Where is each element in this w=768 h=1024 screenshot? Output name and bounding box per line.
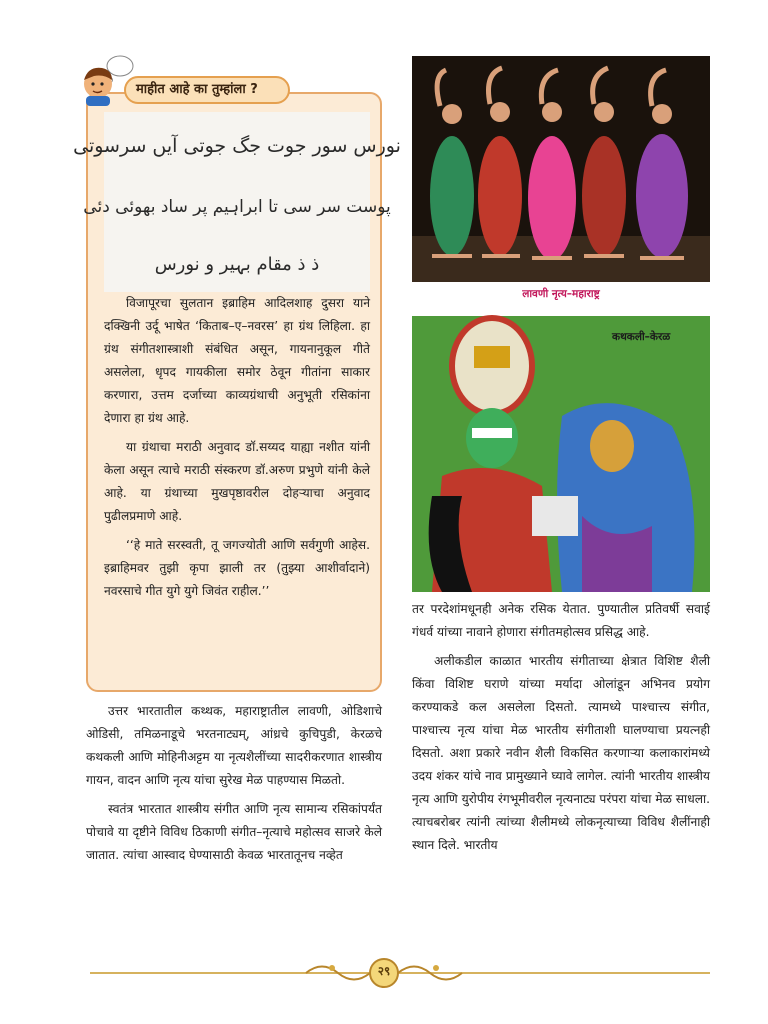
urdu-calligraphy-image: [73, 112, 401, 292]
body-paragraph: अलीकडील काळात भारतीय संगीताच्या क्षेत्रात विशिष्ट शैली किंवा विशिष्ट घराणे यांच्या मर्यादा ओलांडून अभिनव प्रयोग करण्याकडे कल असलेला दिसतो. त्यामध्ये पाश्चात्त्य संगीत, पाश्चात्त्य नृत्य यांचा मेळ भारतीय संगीताशी घालण्याचा प्रयत्नही दिसतो. अशा प्रकारे नवीन शैली विकसित करणाऱ्या कलाकारांमध्ये उदय शंकर यांचे नाव प्रामुख्याने घ्यावे लागेल. त्यांनी भारतीय शास्त्रीय नृत्य आणि युरोपीय रंगभूमीवरील नृत्यनाट्य परंपरा यांचा मेळ साधला. त्याचबरोबर त्यांनी त्यांच्या शैलीमध्ये लोकनृत्याच्या विविध शैलींनाही स्थान दिले. भारतीय: [412, 654, 710, 852]
calligraphy-line-2: پوست سر سی تا ابراہیم پر ساد بھوئی دئی: [83, 197, 391, 217]
calligraphy-line-1: نورس سور جوت جگ جوتی آیں سرسوتی: [73, 135, 401, 157]
info-paragraph: विजापूरचा सुलतान इब्राहिम आदिलशाह दुसरा याने दक्खिनी उर्दू भाषेत ‘किताब–ए–नवरस’ हा ग्रंथ लिहिला. हा ग्रंथ संगीतशास्त्राशी संबंधित असून, गायनानुकूल गीते असलेला, धृपद गायकीला समोर ठेवून गीतांना साकार करणारा, उत्तम दर्जाच्या काव्यग्रंथाची अनुभूती रसिकांना देणारा हा ग्रंथ आहे.: [104, 296, 370, 425]
body-paragraph: उत्तर भारतातील कथ्थक, महाराष्ट्रातील लावणी, ओडिशाचे ओडिसी, तमिळनाडूचे भरतनाट्यम्, आंध्रचे कुचिपुडी, केरळचे कथकली आणि मोहिनीअट्टम या नृत्यशैलींच्या सादरीकरणात शास्त्रीय गायन, वादन आणि नृत्य यांचा सुरेख मेळ पाहण्यास मिळतो.: [86, 704, 382, 787]
lavani-dance-photo: [412, 56, 710, 282]
kathakali-photo: [412, 316, 710, 592]
info-paragraph: या ग्रंथाचा मराठी अनुवाद डॉ.सय्यद याह्या नशीत यांनी केला असून त्याचे मराठी संस्करण डॉ.अरुण प्रभुणे यांनी केले आहे. या ग्रंथाच्या मुखपृष्ठावरील दोहऱ्याचा अनुवाद पुढीलप्रमाणे आहे.: [104, 440, 370, 523]
kathakali-photo-caption: कथकली–केरळ: [612, 331, 671, 343]
calligraphy-line-3: ذ ذ مقام بہیر و نورس: [154, 254, 320, 275]
right-column-text: [412, 598, 710, 863]
info-paragraph-quote: ‘‘हे माते सरस्वती, तू जगज्योती आणि सर्वगुणी आहेस. इब्राहिमवर तुझी कृपा झाली तर (तुझ्या आशीर्वादाने) नवरसाचे गीत युगे युगे जिवंत राहील.’’: [104, 538, 370, 598]
lavani-photo-caption: लावणी नृत्य–महाराष्ट्र: [522, 288, 600, 300]
left-column-text: [86, 700, 382, 873]
body-paragraph: स्वतंत्र भारतात शास्त्रीय संगीत आणि नृत्य सामान्य रसिकांपर्यंत पोचावे या दृष्टीने विविध ठिकाणी संगीत–नृत्याचे महोत्सव साजरे केले जातात. त्यांचा आस्वाद घेण्यासाठी केवळ भारतातूनच नव्हेत: [86, 802, 382, 862]
body-paragraph: तर परदेशांमधूनही अनेक रसिक येतात. पुण्यातील प्रतिवर्षी सवाई गंधर्व यांच्या नावाने होणारा संगीतमहोत्सव प्रसिद्ध आहे.: [412, 602, 710, 639]
info-box-text: [104, 292, 370, 609]
page-number: २९: [377, 964, 391, 978]
info-box-title: माहीत आहे का तुम्हांला ?: [124, 76, 290, 104]
